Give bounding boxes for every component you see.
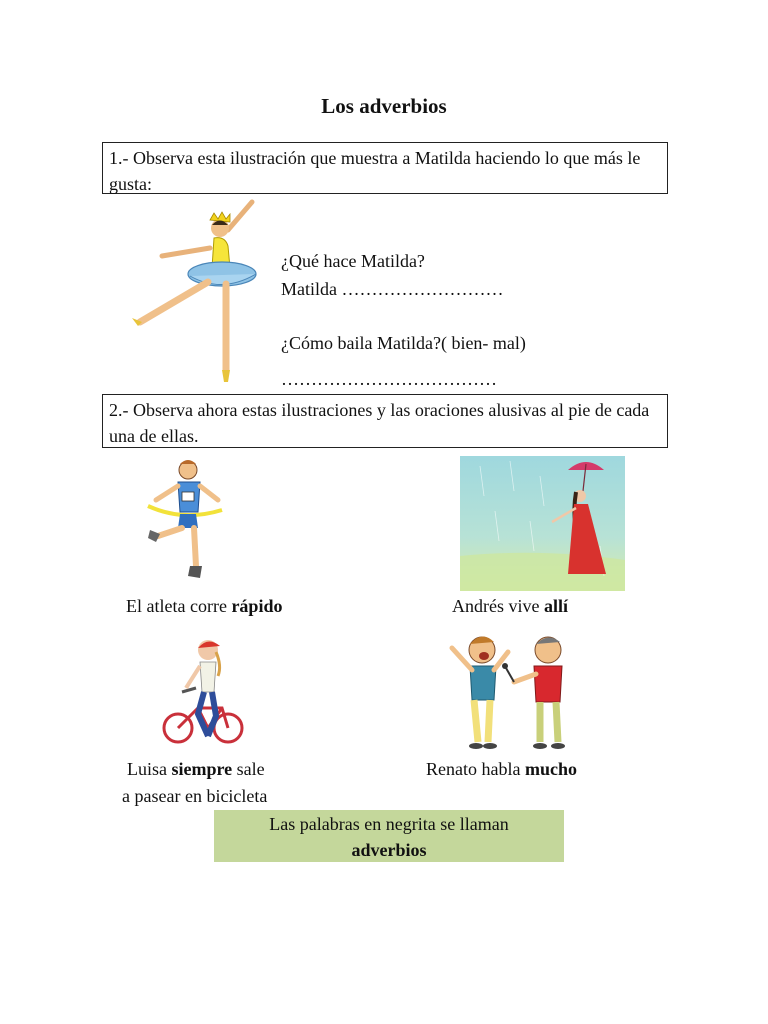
exercise-1-text: 1.- Observa esta ilustración que muestra a Matilda haciendo lo que más le gusta: (109, 148, 641, 194)
adverb-bold: mucho (524, 759, 577, 779)
caption-luisa (127, 759, 265, 780)
adverb-bold: siempre (171, 759, 233, 779)
bicycle-illustration (160, 636, 246, 752)
adverb-bold: allí (543, 596, 568, 616)
caption-renato (426, 759, 577, 780)
note-line-2: adverbios (351, 840, 427, 860)
caption-luisa-line2: a pasear en bicicleta (122, 786, 268, 806)
ballerina-illustration (130, 198, 270, 384)
exercise-2-text: 2.- Observa ahora estas ilustraciones y las oraciones alusivas al pie de cada una de ellas. (109, 400, 650, 446)
adverb-definition-note (214, 810, 564, 862)
page-title: Los adverbios (321, 94, 447, 118)
answer-line-2[interactable]: ……………………………… (281, 369, 497, 389)
answer-line-1[interactable]: Matilda ……………………… (281, 279, 504, 299)
caption-text: Andrés vive (452, 596, 544, 616)
athlete-illustration (138, 456, 228, 586)
exercise-2-box (102, 394, 668, 448)
exercise-1-box (102, 142, 668, 194)
caption-text: sale (232, 759, 265, 779)
renato-illustration (444, 622, 580, 752)
caption-andres (452, 596, 568, 617)
caption-text: Luisa (127, 759, 172, 779)
caption-text: Renato habla (426, 759, 525, 779)
question-1: ¿Qué hace Matilda? (281, 251, 425, 271)
caption-text: El atleta corre (126, 596, 232, 616)
note-line-1: Las palabras en negrita se llaman (269, 814, 509, 834)
question-2: ¿Cómo baila Matilda?( bien- mal) (281, 333, 526, 353)
caption-athlete (126, 596, 282, 617)
girl-umbrella-illustration (460, 456, 625, 591)
adverb-bold: rápido (231, 596, 283, 616)
